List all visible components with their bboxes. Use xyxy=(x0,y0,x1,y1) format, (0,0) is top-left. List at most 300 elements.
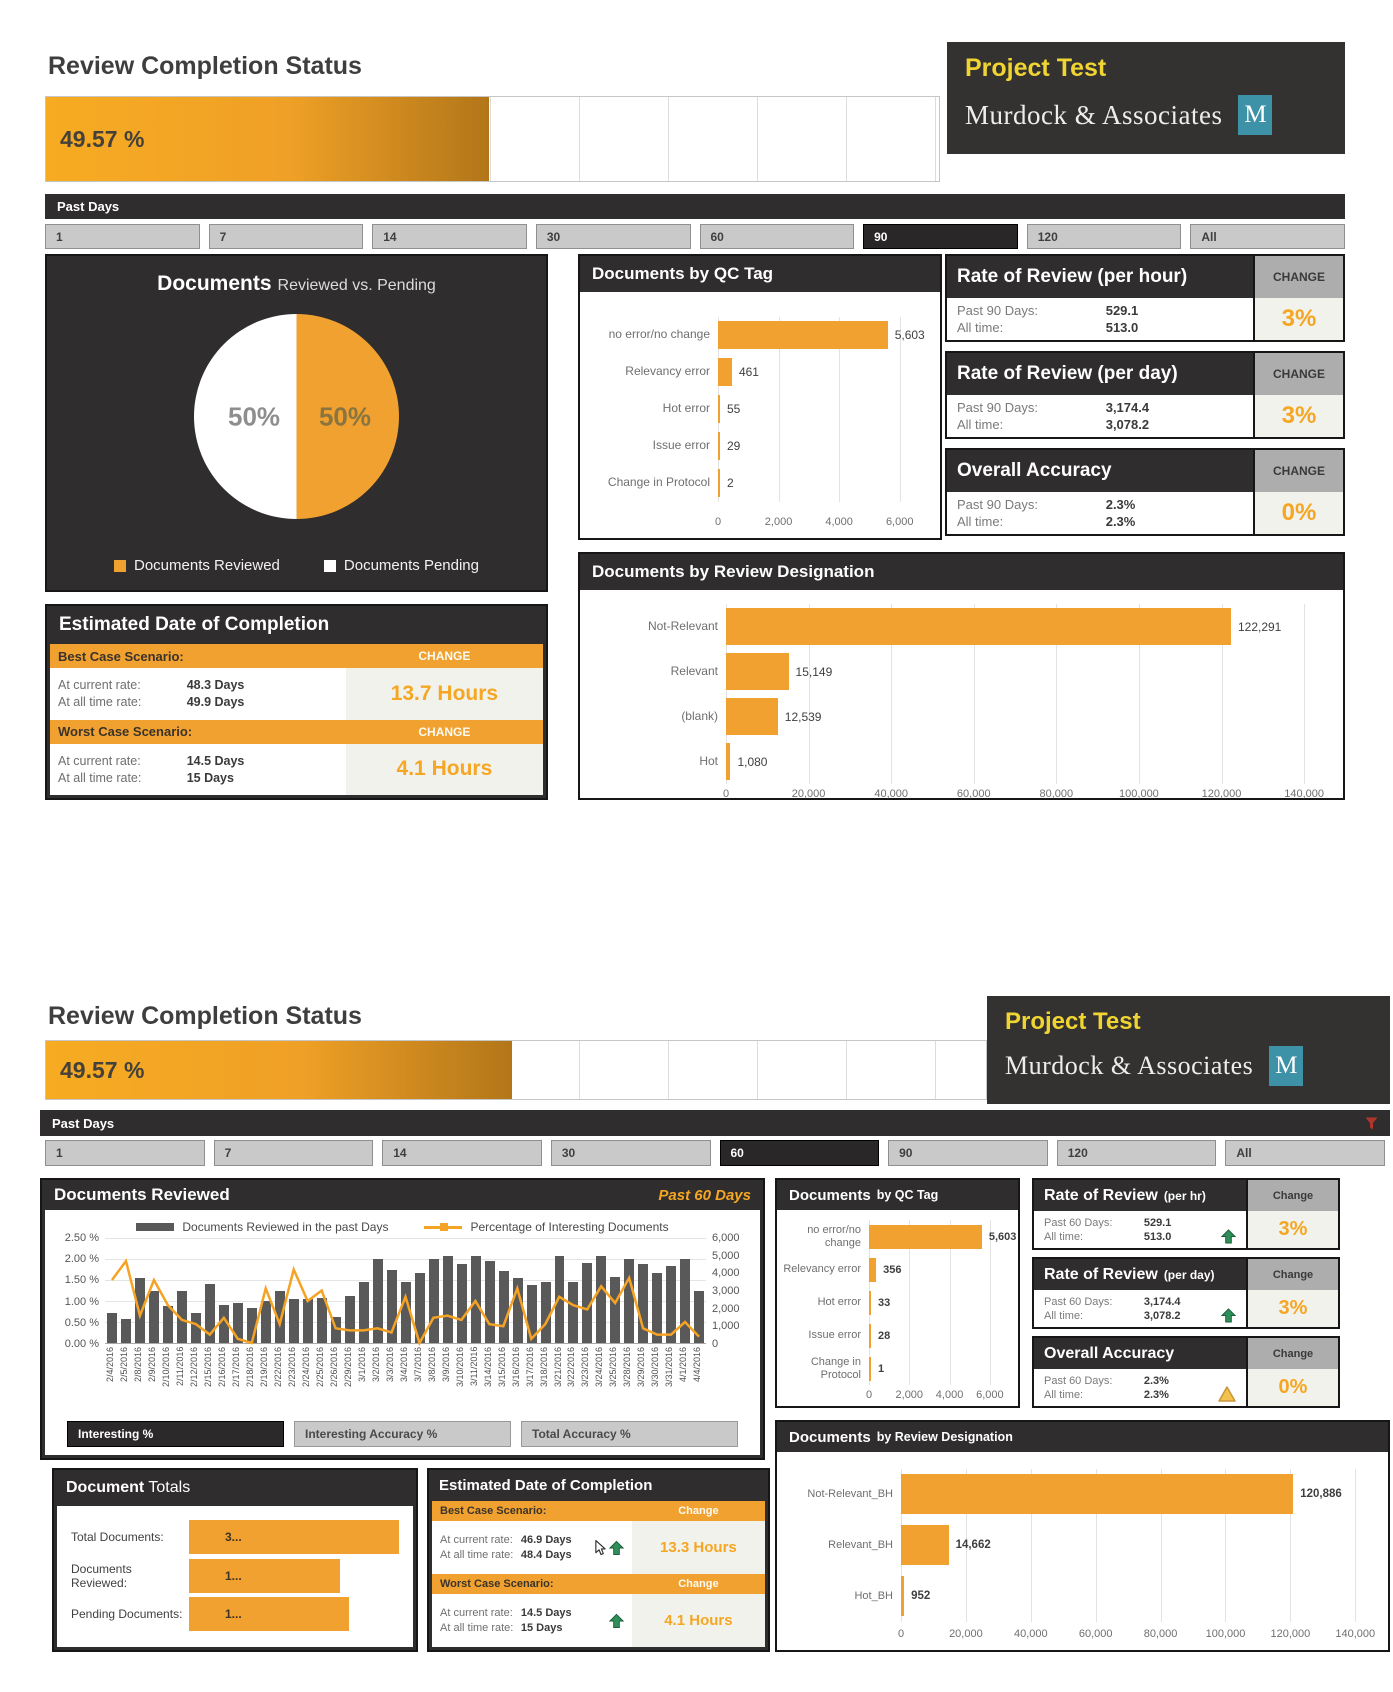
gridline xyxy=(1304,649,1305,694)
bar xyxy=(718,395,720,423)
value-label: 1 xyxy=(878,1362,885,1375)
bar xyxy=(726,653,789,690)
rate-value: 15 Days xyxy=(186,770,234,785)
gridline xyxy=(1222,649,1223,694)
panel-title: Documents by QC Tag xyxy=(777,1180,1018,1210)
scenario-header xyxy=(50,644,543,668)
date-label: 4/4/2016 xyxy=(692,1347,703,1383)
up-arrow-icon xyxy=(609,1613,624,1628)
rate-label: At current rate: xyxy=(440,1607,513,1619)
value-label: 120,886 xyxy=(1300,1488,1342,1500)
kpi-label: All time: xyxy=(1044,1309,1084,1322)
review-designation-bar-chart xyxy=(777,1452,1388,1650)
bar-row xyxy=(781,1220,1017,1253)
value-label: 14,662 xyxy=(955,1539,991,1551)
axis-tick: 2,000 xyxy=(895,1389,924,1401)
panel-header xyxy=(42,1180,763,1210)
bar-row xyxy=(586,317,930,354)
mouse-cursor-icon xyxy=(594,1539,607,1556)
kpi-box xyxy=(1032,1257,1340,1329)
past-days-button-7[interactable]: 7 xyxy=(214,1140,374,1166)
value-label: 55 xyxy=(727,402,741,416)
past-days-header xyxy=(45,194,1345,219)
axis-tick: 100,000 xyxy=(1119,788,1159,800)
left-axis-percent: 2.50 % 2.00 % 1.50 % 1.00 % 0.50 % 0.00 % xyxy=(64,1232,99,1350)
axis-tick: 60,000 xyxy=(1078,1628,1113,1640)
total-bar: 1... xyxy=(189,1559,340,1593)
qc-tag-bar-chart xyxy=(777,1210,1018,1409)
date-label: 3/11/2016 xyxy=(468,1347,479,1387)
rate-row xyxy=(440,1622,624,1634)
change-header: Change xyxy=(1246,1180,1338,1211)
gridline xyxy=(1056,739,1057,784)
gridline xyxy=(779,465,780,502)
date-label: 3/8/2016 xyxy=(426,1347,437,1383)
legend-bar-series: Documents Reviewed in the past Days xyxy=(136,1220,388,1234)
axis-tick: 0 xyxy=(865,1389,873,1401)
gridline xyxy=(1225,1571,1226,1622)
change-value: 0% xyxy=(1253,492,1343,534)
gridline xyxy=(909,1286,910,1319)
date-label: 2/4/2016 xyxy=(105,1347,115,1383)
kpi-value: 3,174.4 xyxy=(1105,400,1150,415)
kpi-column xyxy=(1032,1178,1340,1408)
rate-label: At all time rate: xyxy=(58,770,142,785)
rate-label: At all time rate: xyxy=(440,1549,514,1561)
change-value: 0% xyxy=(1246,1369,1338,1406)
totals-body xyxy=(57,1506,413,1647)
kpi-row xyxy=(957,400,1243,415)
documents-by-qc-tag-panel xyxy=(578,254,942,540)
value-label: 5,603 xyxy=(988,1230,1017,1243)
kpi-title: Rate of Review (per day) xyxy=(947,353,1253,395)
date-label: 3/31/2016 xyxy=(664,1347,675,1388)
kpi-title: Rate of Review (per hour) xyxy=(947,256,1253,298)
kpi-body xyxy=(1034,1211,1246,1248)
bar-row xyxy=(586,428,930,465)
kpi-title: Rate of Review (per day) xyxy=(1034,1259,1246,1290)
bar-row xyxy=(586,694,1333,739)
bar xyxy=(901,1474,1293,1514)
scenario-name: Worst Case Scenario: xyxy=(440,1578,554,1590)
hours-remaining-value: 13.3 Hours xyxy=(632,1521,765,1574)
pending-percent-label: 50% xyxy=(228,401,281,431)
axis-tick: 40,000 xyxy=(1013,1628,1048,1640)
panel-title: Documents Reviewed vs. Pending xyxy=(157,272,436,295)
bar xyxy=(869,1291,871,1315)
change-header: Change xyxy=(1246,1338,1338,1369)
gridline xyxy=(891,739,892,784)
gridline xyxy=(1139,694,1140,739)
change-label[interactable]: Change xyxy=(678,1505,719,1517)
kpi-title: Overall Accuracy xyxy=(947,450,1253,492)
kpi-value: 513.0 xyxy=(1105,320,1139,335)
up-arrow-icon xyxy=(1221,1229,1236,1244)
gridline xyxy=(950,1253,951,1286)
x-axis xyxy=(781,1385,1010,1407)
date-label: 3/7/2016 xyxy=(412,1347,423,1383)
gridline xyxy=(900,391,901,428)
panel-title: Documents Reviewed xyxy=(54,1185,230,1204)
past-days-button-all[interactable]: All xyxy=(1225,1140,1385,1166)
kpi-value: 513.0 xyxy=(1143,1230,1172,1243)
date-label: 2/18/2016 xyxy=(244,1347,255,1388)
gridline xyxy=(1304,694,1305,739)
date-label: 3/1/2016 xyxy=(356,1347,367,1383)
date-label: 3/9/2016 xyxy=(440,1347,451,1383)
rate-value: 15 Days xyxy=(520,1622,563,1634)
change-value: 3% xyxy=(1253,395,1343,437)
bar-row xyxy=(781,1253,1010,1286)
axis-tick: 140,000 xyxy=(1284,788,1324,800)
rate-row xyxy=(440,1607,624,1619)
axis-tick: 20,000 xyxy=(949,1628,983,1640)
kpi-body xyxy=(1034,1369,1246,1406)
completion-progress-bar xyxy=(45,1040,987,1100)
company-name: Murdock & Associates xyxy=(1005,1051,1254,1080)
panel-title: Estimated Date of Completion xyxy=(439,1477,653,1494)
kpi-row xyxy=(957,417,1243,432)
gridline xyxy=(839,465,840,502)
edc-section xyxy=(432,1574,765,1647)
past-days-button-30[interactable]: 30 xyxy=(551,1140,711,1166)
date-label: 3/22/2016 xyxy=(566,1347,577,1388)
kpi-row xyxy=(1044,1389,1236,1401)
value-label: 356 xyxy=(883,1263,902,1276)
rate-value: 48.3 Days xyxy=(186,678,245,693)
date-label: 2/11/2016 xyxy=(174,1347,185,1387)
change-label[interactable]: CHANGE xyxy=(418,649,471,663)
past-days-button-120[interactable]: 120 xyxy=(1027,224,1182,249)
gridline xyxy=(1225,1520,1226,1571)
past-days-label: Past Days xyxy=(57,199,120,214)
gridline xyxy=(1222,694,1223,739)
gridline xyxy=(1161,1571,1162,1622)
date-label: 3/15/2016 xyxy=(496,1347,507,1388)
bar-row xyxy=(586,604,1333,649)
documents-reviewed-panel xyxy=(40,1178,765,1460)
bar xyxy=(718,469,720,497)
rate-label: At current rate: xyxy=(440,1534,513,1546)
gridline xyxy=(779,354,780,391)
date-label: 2/22/2016 xyxy=(272,1347,283,1388)
date-label: 2/19/2016 xyxy=(258,1347,269,1388)
category-label: Change in Protocol xyxy=(607,475,710,490)
category-label: Relevant xyxy=(670,663,718,678)
date-label: 2/29/2016 xyxy=(342,1347,353,1388)
kpi-row xyxy=(957,497,1243,512)
brand-box xyxy=(987,996,1390,1104)
value-label: 12,539 xyxy=(784,709,822,724)
kpi-label: All time: xyxy=(957,320,1004,335)
date-label: 2/25/2016 xyxy=(314,1347,325,1388)
bar-row xyxy=(783,1469,1378,1520)
hours-remaining-value: 4.1 Hours xyxy=(346,744,543,796)
date-label: 3/18/2016 xyxy=(538,1347,549,1388)
gridline xyxy=(1222,739,1223,784)
x-axis xyxy=(783,1624,1378,1646)
up-arrow-icon xyxy=(1221,1308,1236,1323)
gridline xyxy=(1355,1520,1356,1571)
gridline xyxy=(900,428,901,465)
category-label: Change in Protocol xyxy=(810,1355,861,1381)
white-swatch xyxy=(324,560,336,572)
kpi-body xyxy=(947,298,1253,340)
past-days-label: Past Days xyxy=(52,1115,115,1131)
company-logo: M xyxy=(1269,1046,1303,1086)
project-name: Project Test xyxy=(965,54,1107,82)
gridline xyxy=(950,1352,951,1385)
rate-label: At current rate: xyxy=(58,753,141,768)
documents-by-review-designation-panel xyxy=(775,1420,1390,1652)
past-days-button-90[interactable]: 90 xyxy=(863,224,1018,249)
date-label: 3/3/2016 xyxy=(384,1347,395,1383)
gridline xyxy=(1056,694,1057,739)
category-label: Relevancy error xyxy=(783,1263,861,1276)
review-designation-bar-chart xyxy=(580,590,1343,810)
chart-legend xyxy=(53,1216,752,1238)
total-row xyxy=(71,1559,399,1593)
kpi-box xyxy=(1032,1178,1340,1250)
gridline xyxy=(839,428,840,465)
change-value: 3% xyxy=(1246,1211,1338,1248)
warning-triangle-icon xyxy=(1218,1386,1236,1402)
value-label: 461 xyxy=(738,365,759,379)
change-value: 3% xyxy=(1253,298,1343,340)
bar xyxy=(901,1525,949,1565)
legend-label: Documents Reviewed xyxy=(134,557,280,574)
value-label: 122,291 xyxy=(1237,619,1282,634)
total-label: Total Documents: xyxy=(71,1530,164,1544)
estimated-date-of-completion-panel xyxy=(427,1468,770,1652)
bar xyxy=(718,321,888,349)
kpi-label: Past 90 Days: xyxy=(957,497,1038,512)
kpi-value: 529.1 xyxy=(1143,1216,1172,1229)
period-label: Past 60 Days xyxy=(658,1186,751,1204)
bar xyxy=(726,698,778,735)
bar xyxy=(726,743,730,780)
bar-row xyxy=(781,1319,1010,1352)
kpi-title: Rate of Review (per hr) xyxy=(1034,1180,1246,1211)
documents-reviewed-pending-panel xyxy=(45,254,548,592)
category-label: Hot error xyxy=(662,401,710,416)
bar xyxy=(901,1576,904,1616)
gridline xyxy=(950,1319,951,1352)
line-series-swatch xyxy=(424,1226,462,1229)
combo-chart xyxy=(53,1232,752,1350)
value-label: 15,149 xyxy=(795,664,833,679)
edc-section xyxy=(50,644,543,720)
axis-tick: 120,000 xyxy=(1270,1628,1311,1640)
past-days-button-1[interactable]: 1 xyxy=(45,224,200,249)
axis-tick: 4,000 xyxy=(935,1389,964,1401)
bar-row xyxy=(586,354,930,391)
total-label: Pending Documents: xyxy=(71,1607,183,1621)
kpi-row xyxy=(1044,1375,1236,1387)
kpi-box xyxy=(945,254,1345,342)
rate-row xyxy=(58,771,338,785)
panel-title: Document Totals xyxy=(66,1479,191,1496)
kpi-box xyxy=(945,448,1345,536)
gridline xyxy=(1096,1571,1097,1622)
date-label: 2/10/2016 xyxy=(160,1347,171,1388)
filter-funnel-icon[interactable] xyxy=(1365,1117,1378,1130)
change-label[interactable]: Change xyxy=(678,1578,719,1590)
date-label: 3/2/2016 xyxy=(370,1347,381,1383)
rate-value: 49.9 Days xyxy=(186,695,245,710)
past-days-button-60[interactable]: 60 xyxy=(720,1140,880,1166)
right-axis-count: 6,000 5,000 4,000 3,000 2,000 1,000 0 xyxy=(712,1232,740,1350)
axis-tick: 80,000 xyxy=(1143,1628,1178,1640)
gridline xyxy=(909,1253,910,1286)
gridline xyxy=(1290,1571,1291,1622)
kpi-value: 3,078.2 xyxy=(1105,417,1150,432)
rate-value: 46.9 Days xyxy=(520,1534,572,1546)
completion-progress-fill xyxy=(46,1041,512,1099)
bar xyxy=(718,358,732,386)
kpi-body xyxy=(947,492,1253,534)
x-axis xyxy=(586,512,930,534)
bar-row xyxy=(781,1286,1010,1319)
date-label: 4/1/2016 xyxy=(678,1347,689,1383)
axis-tick: 120,000 xyxy=(1201,788,1242,800)
category-label: Relevancy error xyxy=(625,364,710,379)
value-label: 28 xyxy=(878,1329,891,1342)
kpi-row xyxy=(1044,1217,1236,1229)
past-days-button-120[interactable]: 120 xyxy=(1057,1140,1217,1166)
past-days-button-14[interactable]: 14 xyxy=(372,224,527,249)
date-label: 3/17/2016 xyxy=(524,1347,535,1388)
change-value: 3% xyxy=(1246,1290,1338,1327)
past-days-button-all[interactable]: All xyxy=(1190,224,1345,249)
value-label: 33 xyxy=(878,1296,891,1309)
bar xyxy=(869,1225,982,1249)
kpi-value: 3,174.4 xyxy=(1143,1295,1181,1308)
date-label: 3/10/2016 xyxy=(454,1347,465,1388)
gridline xyxy=(909,1319,910,1352)
documents-by-qc-tag-panel xyxy=(775,1178,1020,1408)
rate-row xyxy=(58,695,338,709)
category-label: no error/no change xyxy=(807,1223,861,1249)
tab-total-accuracy[interactable]: Total Accuracy % xyxy=(521,1421,738,1447)
value-label: 29 xyxy=(727,439,741,453)
hours-remaining-value: 4.1 Hours xyxy=(632,1594,765,1647)
axis-tick: 0 xyxy=(714,516,722,528)
gridline xyxy=(1304,604,1305,649)
total-bar: 3... xyxy=(189,1520,399,1554)
estimated-date-of-completion-panel xyxy=(45,604,548,800)
gridline xyxy=(909,1352,910,1385)
tab-interesting-accuracy[interactable]: Interesting Accuracy % xyxy=(294,1421,511,1447)
past-days-button-60[interactable]: 60 xyxy=(700,224,855,249)
total-row xyxy=(71,1520,399,1554)
category-label: Issue error xyxy=(652,438,710,453)
kpi-label: Past 90 Days: xyxy=(957,400,1038,415)
past-days-button-90[interactable]: 90 xyxy=(888,1140,1048,1166)
bar-row xyxy=(783,1571,1378,1622)
category-label: Hot_BH xyxy=(854,1589,893,1602)
scenario-header xyxy=(50,720,543,744)
past-days-button-7[interactable]: 7 xyxy=(209,224,364,249)
reviewed-pending-pie-chart xyxy=(194,314,399,519)
kpi-label: All time: xyxy=(957,514,1004,529)
axis-tick: 60,000 xyxy=(956,788,991,800)
change-label[interactable]: CHANGE xyxy=(418,724,471,739)
x-axis xyxy=(586,784,1333,806)
date-label: 3/30/2016 xyxy=(650,1347,661,1388)
kpi-value: 529.1 xyxy=(1105,303,1139,318)
gridline xyxy=(1355,1571,1356,1622)
company-logo: M xyxy=(1238,95,1272,135)
bar-row xyxy=(586,465,930,502)
past-days-button-1[interactable]: 1 xyxy=(45,1140,205,1166)
date-label: 2/5/2016 xyxy=(118,1347,129,1383)
bar-row xyxy=(586,739,1333,784)
rate-value: 48.4 Days xyxy=(520,1549,572,1561)
kpi-value: 2.3% xyxy=(1105,497,1136,512)
brand-box xyxy=(947,42,1345,154)
completion-percent-label: 49.57 % xyxy=(60,1056,145,1083)
past-days-button-14[interactable]: 14 xyxy=(382,1140,542,1166)
kpi-value: 2.3% xyxy=(1105,514,1136,529)
rate-value: 14.5 Days xyxy=(186,753,245,768)
gridline xyxy=(990,1319,991,1352)
axis-tick: 0 xyxy=(722,788,730,800)
kpi-body xyxy=(947,395,1253,437)
kpi-value: 2.3% xyxy=(1143,1374,1169,1387)
category-label: Not-Relevant_BH xyxy=(807,1487,893,1500)
axis-tick: 4,000 xyxy=(825,516,853,528)
category-label: Hot error xyxy=(817,1296,861,1309)
panel-title: Documents by Review Designation xyxy=(580,554,1343,590)
gridline xyxy=(974,739,975,784)
bar-row xyxy=(586,649,1333,694)
date-label: 2/9/2016 xyxy=(146,1347,157,1383)
date-label: 3/23/2016 xyxy=(580,1347,591,1388)
completion-progress-fill xyxy=(46,97,489,181)
axis-tick: 20,000 xyxy=(791,788,826,800)
total-label: Documents Reviewed: xyxy=(71,1561,132,1590)
rate-label: At all time rate: xyxy=(440,1622,514,1634)
axis-tick: 0 xyxy=(897,1628,905,1640)
combo-chart-body xyxy=(45,1210,760,1455)
gridline xyxy=(1139,739,1140,784)
gridline xyxy=(839,391,840,428)
tab-interesting[interactable]: Interesting % xyxy=(67,1421,284,1447)
pie-legend xyxy=(47,557,546,574)
kpi-row xyxy=(1044,1296,1236,1308)
date-label: 3/16/2016 xyxy=(510,1347,521,1388)
category-label: Relevant_BH xyxy=(828,1538,893,1551)
bar-row xyxy=(783,1520,1378,1571)
gridline xyxy=(779,391,780,428)
page-title: Review Completion Status xyxy=(48,1002,362,1030)
bar xyxy=(869,1357,871,1381)
scenario-header xyxy=(432,1574,765,1594)
scenario-name: Best Case Scenario: xyxy=(440,1505,547,1517)
axis-tick: 100,000 xyxy=(1205,1628,1246,1640)
kpi-label: Past 90 Days: xyxy=(957,303,1038,318)
gridline xyxy=(990,1253,991,1286)
gridline xyxy=(974,694,975,739)
change-header: CHANGE xyxy=(1253,450,1343,492)
kpi-label: Past 60 Days: xyxy=(1044,1374,1113,1387)
bar-row xyxy=(781,1352,1010,1385)
date-label: 2/15/2016 xyxy=(202,1347,213,1388)
past-days-button-30[interactable]: 30 xyxy=(536,224,691,249)
gridline xyxy=(1031,1571,1032,1622)
kpi-label: All time: xyxy=(957,417,1004,432)
